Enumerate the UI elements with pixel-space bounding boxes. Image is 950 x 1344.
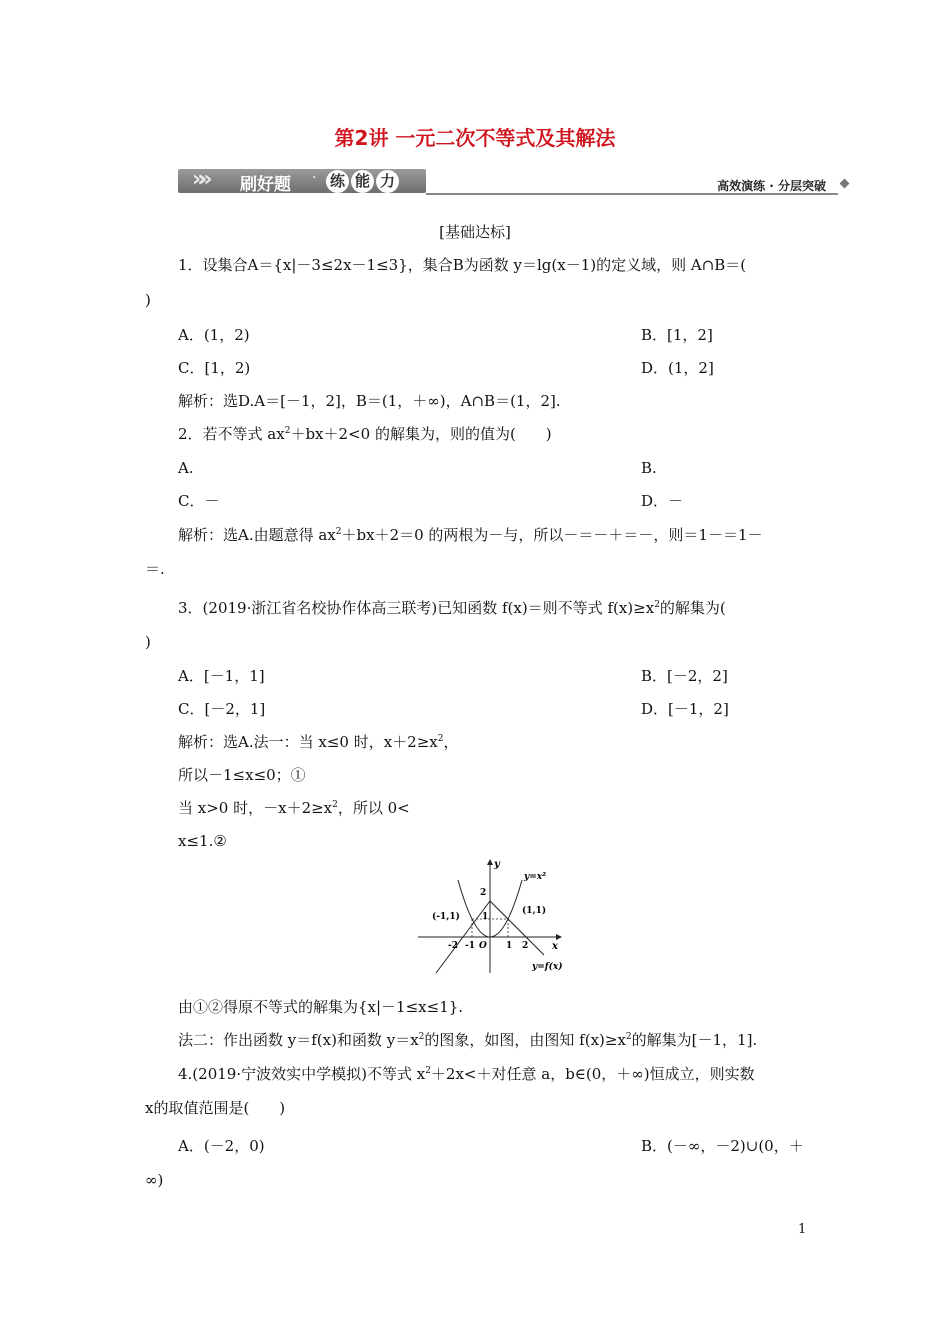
q3-stem: 3．(2019·浙江省名校协作体高三联考)已知函数 f(x)＝则不等式 $f(x)\ge x^2$的解集为( xyxy=(178,599,726,617)
q3-analysis-line2: 所以－1≤x≤0；① xyxy=(178,766,306,784)
diamond-icon xyxy=(840,179,850,189)
y-tick-1: 1 xyxy=(482,912,489,922)
banner-char: 练 xyxy=(326,170,349,193)
q4-option-a: A．(－2，0) xyxy=(178,1137,265,1155)
banner-char: 能 xyxy=(351,170,374,193)
section-heading: [基础达标] xyxy=(439,223,511,241)
q1-option-a: A．(1，2) xyxy=(178,326,250,344)
origin-label: O xyxy=(479,941,487,951)
q3-method2: 法二：作出函数 y＝f(x)和函数 $y=x^2$的图象，如图，由图知 $f(x)\ge x^2$的解集为[－1，1]. xyxy=(178,1031,758,1049)
q3-conclusion: 由①②得原不等式的解集为{x|－1≤x≤1}. xyxy=(178,998,464,1016)
q3-analysis-line4: x≤1.② xyxy=(178,832,227,850)
q2-option-c: C．－ xyxy=(178,492,220,510)
q1-stem-end: ) xyxy=(145,291,151,309)
q1-analysis: 解析：选D.A＝[－1，2]，B＝(1，＋∞)，A∩B＝(1，2]. xyxy=(178,392,561,410)
q4-option-b-end: ∞) xyxy=(145,1171,164,1189)
q3-analysis-line1: 解析：选A.法一：当 x≤0 时，$x+2\ge x^2$， xyxy=(178,733,459,751)
q3-option-c: C．[－2，1] xyxy=(178,700,266,718)
y-axis-arrow-icon xyxy=(487,859,493,865)
q2-stem: 2．若不等式 $ax^2+bx+2<0$ 的解集为，则的值为( ) xyxy=(178,425,552,443)
x-tick-neg2: -2 xyxy=(448,941,458,951)
point-left-label: (-1,1) xyxy=(432,912,460,922)
q3-option-a: A．[－1，1] xyxy=(178,667,265,685)
x-axis-arrow-icon xyxy=(556,934,562,940)
banner-dot: · xyxy=(312,170,317,186)
q2-option-b: B. xyxy=(641,459,657,477)
x-tick-neg1: -1 xyxy=(465,941,475,951)
q3-analysis-line3: 当 x>0 时，$-x+2\ge x^2$，所以 0< xyxy=(178,799,410,817)
y-axis-label: y xyxy=(494,859,500,870)
q3-option-d: D．[－1，2] xyxy=(641,700,729,718)
section-banner xyxy=(178,165,848,197)
parabola-label: y=x² xyxy=(524,872,547,882)
q1-stem: 1．设集合A＝{x|－3≤2x－1≤3}，集合B为函数 y＝lg(x－1)的定义域，则 A∩B＝( xyxy=(178,256,747,274)
q3-option-b: B．[－2，2] xyxy=(641,667,728,685)
q4-stem: 4.(2019·宁波效实中学模拟)不等式 $x^2+2x<+$对任意 a，b∈(0，＋∞)恒成立，则实数 xyxy=(178,1065,755,1083)
function-graph xyxy=(416,857,576,977)
page-title: 第2讲 一元二次不等式及其解法 xyxy=(334,126,616,150)
x-axis-label: x xyxy=(552,941,558,952)
page-number: 1 xyxy=(798,1222,807,1237)
banner-label: 刷好题 xyxy=(240,175,291,195)
q2-option-d: D．－ xyxy=(641,492,684,510)
q1-option-b: B．[1，2] xyxy=(641,326,713,344)
chevron-right-icon: »» xyxy=(192,167,205,192)
x-tick-2: 2 xyxy=(522,941,529,951)
banner-subtitle: 高效演练 · 分层突破 xyxy=(717,179,826,193)
q1-option-c: C．[1，2) xyxy=(178,359,251,377)
point-right-label: (1,1) xyxy=(522,906,547,916)
y-tick-2: 2 xyxy=(480,888,487,898)
q4-stem-line2: x的取值范围是( ) xyxy=(145,1099,286,1117)
q1-option-d: D．(1，2] xyxy=(641,359,714,377)
banner-circles xyxy=(326,170,399,193)
q2-analysis: 解析：选A.由题意得 $ax^2+bx+2=0$ 的两根为－与，所以－＝－＋＝－，则＝1－＝1－ xyxy=(178,526,763,544)
x-tick-1: 1 xyxy=(506,941,513,951)
q4-option-b: B．(－∞，－2)∪(0，＋ xyxy=(641,1137,804,1155)
q2-analysis-end: ＝. xyxy=(145,560,165,578)
q2-option-a: A. xyxy=(178,459,194,477)
f-label: y=f(x) xyxy=(532,962,563,972)
q3-stem-end: ) xyxy=(145,633,151,651)
banner-char: 力 xyxy=(376,170,399,193)
